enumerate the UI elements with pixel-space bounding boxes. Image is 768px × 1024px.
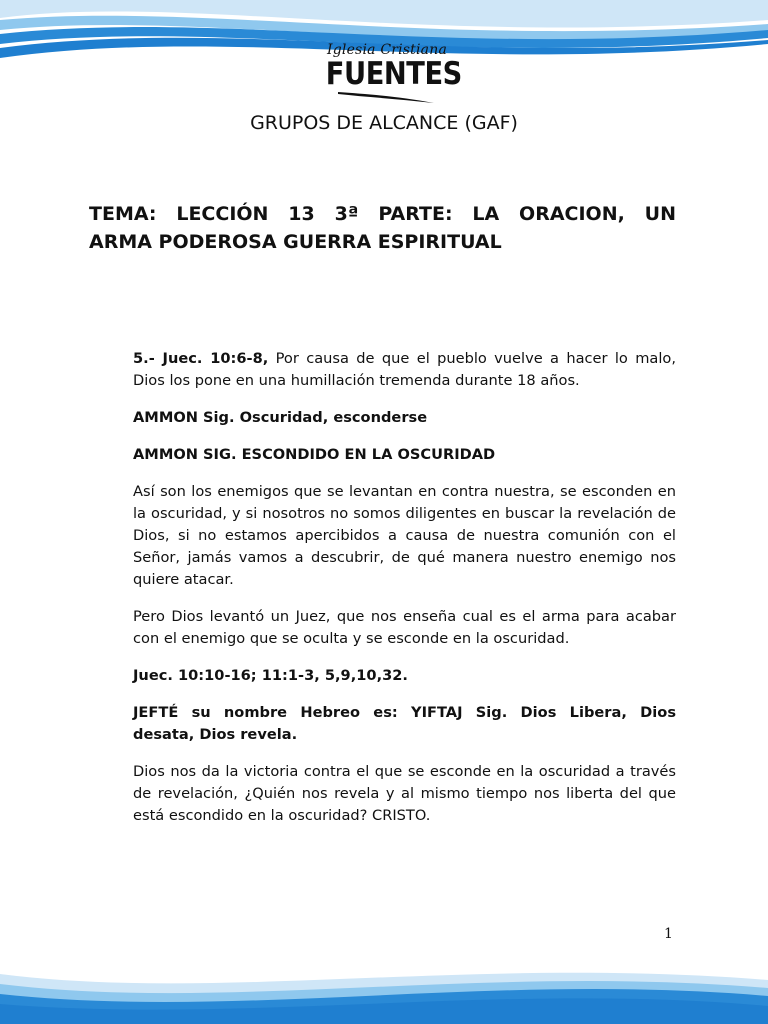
lesson-title	[89, 200, 676, 256]
paragraph-2: AMMON Sig. Oscuridad, esconderse	[133, 409, 428, 426]
church-logo	[318, 42, 462, 106]
logo-swoosh-icon	[336, 90, 436, 104]
paragraph-6: Juec. 10:10-16; 11:1-3, 5,9,10,32.	[133, 667, 408, 684]
lesson-title-line-2: ARMA PODEROSA GUERRA ESPIRITUAL	[89, 231, 502, 253]
org-title: GRUPOS DE ALCANCE (GAF)	[250, 112, 518, 134]
paragraph-3: AMMON SIG. ESCONDIDO EN LA OSCURIDAD	[133, 446, 496, 463]
paragraph-7-line-2: desata, Dios revela.	[133, 726, 298, 743]
page-number: 1	[664, 926, 673, 942]
paragraph-7	[133, 702, 676, 746]
paragraph-1-reference: 5.- Juec. 10:6-8,	[133, 350, 269, 367]
paragraph-4: Así son los enemigos que se levantan en contra nuestra, se esconden en la oscuridad, y si nosotros no somos diligentes en buscar la revelación de Dios, si no estamos apercibidos a causa de nuestra comunión con el Señor, jamás vamos a descubrir, de qué manera nuestro enemigo nos quiere atacar.	[133, 483, 676, 588]
lesson-title-line-1: TEMA: LECCIÓN 13 3ª PARTE: LA ORACION, UN	[89, 203, 676, 225]
paragraph-1-text: Por causa de que el pueblo vuelve a hacer lo malo, Dios los pone en una humillación tremenda durante 18 años.	[133, 350, 676, 389]
logo-wordmark: FUENTES	[325, 56, 462, 92]
lesson-body	[133, 348, 676, 842]
paragraph-7-line-1: JEFTÉ su nombre Hebreo es: YIFTAJ Sig. Dios Libera, Dios	[133, 704, 676, 721]
paragraph-8: Dios nos da la victoria contra el que se esconde en la oscuridad a través de revelación, ¿Quién nos revela y al mismo tiempo nos liberta del que está escondido en la oscuridad? CRISTO.	[133, 763, 676, 824]
bottom-wave-decoration	[0, 954, 768, 1024]
paragraph-1	[133, 348, 676, 392]
paragraph-5: Pero Dios levantó un Juez, que nos enseña cual es el arma para acabar con el enemigo que se oculta y se esconde en la oscuridad.	[133, 608, 676, 647]
logo-script-text: Iglesia Cristiana	[327, 42, 447, 58]
